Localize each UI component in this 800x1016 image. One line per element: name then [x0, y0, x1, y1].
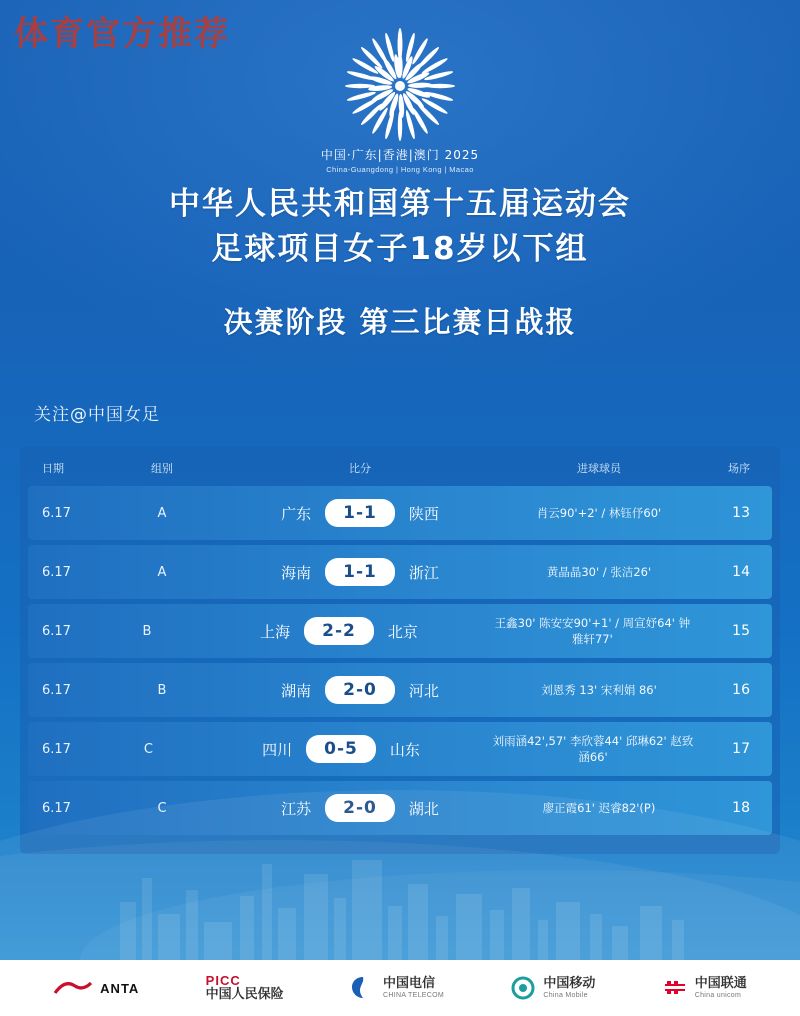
cell-score-value: 2-0	[325, 676, 395, 704]
cell-date: 6.17	[42, 505, 71, 521]
cell-scorers: 王鑫30' 陈安安90'+1' / 周宣妤64' 钟雅轩77'	[494, 616, 691, 646]
cell-date: 6.17	[42, 800, 71, 816]
cell-number: 14	[732, 564, 750, 580]
sponsor-anta-label: ANTA	[100, 980, 140, 996]
sponsor-picc-label: PICC	[205, 973, 241, 989]
header-score: 比分	[349, 462, 371, 475]
cell-number: 16	[732, 682, 750, 698]
china-mobile-icon	[510, 975, 536, 1001]
cell-home-team: 上海	[260, 622, 291, 641]
sponsor-bar	[0, 960, 800, 1016]
title-line-2: 足球项目女子18岁以下组	[211, 230, 589, 267]
header-scorers: 进球球员	[577, 462, 621, 475]
header-number: 场序	[728, 462, 750, 475]
sponsor-telecom-cn: 中国电信	[383, 976, 436, 992]
skyline-decoration	[0, 730, 800, 960]
cell-home-team: 海南	[281, 563, 312, 582]
cell-group: A	[157, 505, 167, 521]
cell-score	[210, 558, 510, 586]
follow-handle: 关注@中国女足	[34, 405, 160, 425]
cell-scorers: 刘雨涵42',57' 李欣蓉44' 邱琳62' 赵致涵66'	[492, 734, 694, 764]
sponsor-china-telecom	[350, 975, 444, 1001]
cell-score	[189, 617, 489, 645]
cell-away-team: 湖北	[408, 799, 439, 818]
cell-number: 15	[732, 623, 750, 639]
cell-score-value: 1-1	[325, 558, 395, 586]
cell-away-team: 北京	[387, 622, 418, 641]
cell-group: C	[157, 800, 167, 816]
watermark-text: 体育官方推荐	[14, 14, 230, 54]
sponsor-picc-cn: 中国人民保险	[205, 987, 284, 1003]
cell-date: 6.17	[42, 623, 71, 639]
cell-number: 13	[732, 505, 750, 521]
cell-away-team: 陕西	[408, 504, 439, 523]
cell-away-team: 浙江	[408, 563, 439, 582]
cell-group: C	[143, 741, 153, 757]
cell-number: 18	[732, 800, 750, 816]
cell-date: 6.17	[42, 564, 71, 580]
cell-score-value: 1-1	[325, 499, 395, 527]
cell-scorers: 刘恩秀 13' 宋利娟 86'	[541, 683, 657, 697]
table-header-row	[28, 456, 772, 486]
cell-scorers: 廖正霞61' 迟睿82'(P)	[542, 801, 656, 815]
cell-group: B	[142, 623, 152, 639]
china-telecom-icon	[350, 975, 376, 1001]
title-line-1: 中华人民共和国第十五届运动会	[169, 186, 631, 222]
sponsor-picc	[206, 973, 284, 1002]
emblem-text-cn: 中国·广东|香港|澳门 2025	[320, 148, 480, 162]
cell-home-team: 江苏	[281, 799, 312, 818]
cell-date: 6.17	[42, 682, 71, 698]
sponsor-telecom-en: CHINA TELECOM	[383, 991, 444, 999]
cell-scorers: 黄晶晶30' / 张洁26'	[546, 565, 652, 579]
cell-home-team: 四川	[262, 740, 293, 759]
header-group: 组别	[151, 462, 173, 475]
sponsor-anta	[53, 977, 139, 999]
cell-date: 6.17	[42, 741, 71, 757]
cell-home-team: 湖南	[281, 681, 312, 700]
emblem-text-en: China-Guangdong | Hong Kong | Macao	[326, 165, 474, 174]
sponsor-china-unicom	[662, 975, 747, 1001]
title-subtitle: 决赛阶段 第三比赛日战报	[223, 304, 577, 339]
china-unicom-icon	[662, 975, 688, 1001]
games-emblem	[0, 24, 800, 174]
cell-scorers: 肖云90'+2' / 林钰伃60'	[536, 506, 662, 520]
sponsor-mobile-en: China Mobile	[543, 991, 588, 999]
anta-icon	[53, 977, 93, 999]
sponsor-china-mobile	[510, 975, 595, 1001]
sponsor-mobile-cn: 中国移动	[543, 976, 596, 992]
table-row	[28, 486, 772, 540]
cell-score	[210, 676, 510, 704]
sponsor-unicom-cn: 中国联通	[694, 976, 747, 992]
cell-away-team: 河北	[408, 681, 439, 700]
cell-group: A	[157, 564, 167, 580]
page-title	[0, 182, 800, 341]
table-row	[28, 604, 772, 658]
cell-score-value: 2-0	[325, 794, 395, 822]
sponsor-unicom-en: China unicom	[694, 991, 742, 999]
cell-home-team: 广东	[281, 504, 312, 523]
cell-group: B	[157, 682, 167, 698]
emblem-icon	[330, 24, 470, 144]
table-row	[28, 545, 772, 599]
table-row	[28, 663, 772, 717]
cell-score-value: 2-2	[304, 617, 374, 645]
cell-score	[210, 499, 510, 527]
header-date: 日期	[42, 462, 64, 475]
cell-away-team: 山东	[389, 740, 420, 759]
cell-score-value: 0-5	[306, 735, 376, 763]
cell-number: 17	[732, 741, 750, 757]
